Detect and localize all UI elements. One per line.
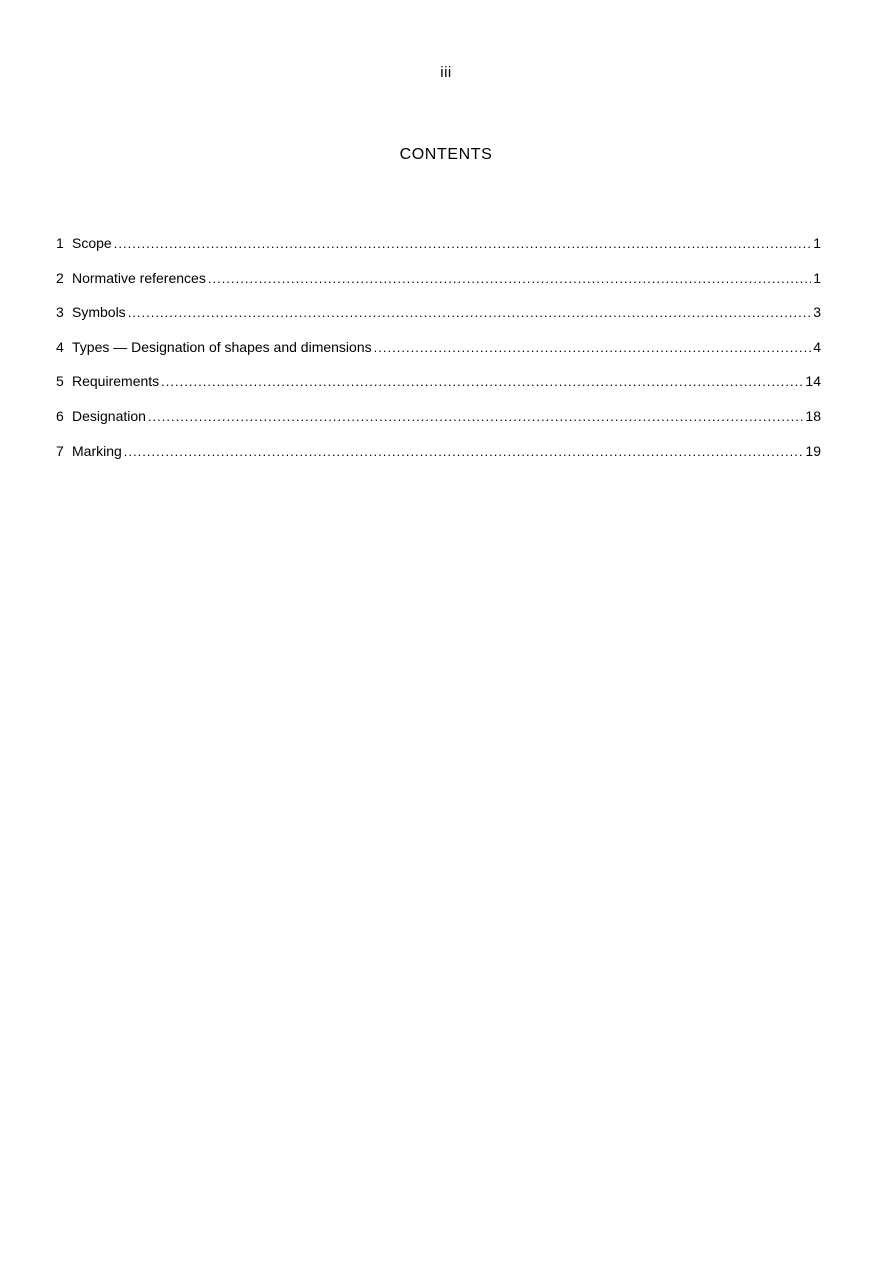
toc-entry-page: 3: [813, 304, 821, 321]
toc-entry-title: Requirements: [72, 373, 160, 390]
page-number: iii: [440, 64, 452, 81]
toc-entry-number: 3: [56, 304, 64, 321]
toc-entry-number: 2: [56, 269, 64, 286]
toc-entry-number: 6: [56, 407, 64, 424]
table-of-contents: [56, 235, 821, 477]
toc-entry-title: Marking: [72, 442, 122, 459]
toc-entry-title: Scope: [72, 235, 112, 251]
toc-entry-requirements[interactable]: [56, 373, 821, 408]
toc-entry-page: 1: [813, 235, 821, 251]
dot-leader: [114, 236, 812, 251]
dot-leader: [124, 444, 804, 459]
toc-entry-title: Types — Designation of shapes and dimensions: [72, 338, 372, 355]
toc-entry-number: 4: [56, 338, 64, 355]
toc-entry-number: 5: [56, 373, 64, 390]
toc-entry-marking[interactable]: [56, 443, 821, 478]
toc-entry-page: 1: [813, 269, 821, 286]
toc-entry-page: 18: [805, 407, 821, 424]
toc-entry-page: 14: [805, 373, 821, 390]
toc-entry-page: 19: [805, 442, 821, 459]
dot-leader: [148, 409, 803, 424]
toc-entry-title: Designation: [72, 407, 146, 424]
toc-entry-symbols[interactable]: [56, 304, 821, 339]
toc-entry-number: 7: [56, 442, 64, 459]
dot-leader: [128, 305, 812, 320]
toc-entry-scope[interactable]: [56, 235, 821, 270]
toc-entry-number: 1: [56, 235, 64, 251]
toc-entry-designation[interactable]: [56, 408, 821, 443]
dot-leader: [208, 271, 811, 286]
dot-leader: [374, 340, 812, 355]
dot-leader: [161, 374, 803, 389]
contents-heading: CONTENTS: [399, 146, 493, 163]
toc-entry-page: 4: [813, 338, 821, 355]
toc-entry-title: Normative references: [72, 269, 206, 286]
toc-entry-types[interactable]: [56, 339, 821, 374]
toc-entry-title: Symbols: [72, 304, 126, 321]
toc-entry-normative-references[interactable]: [56, 270, 821, 305]
